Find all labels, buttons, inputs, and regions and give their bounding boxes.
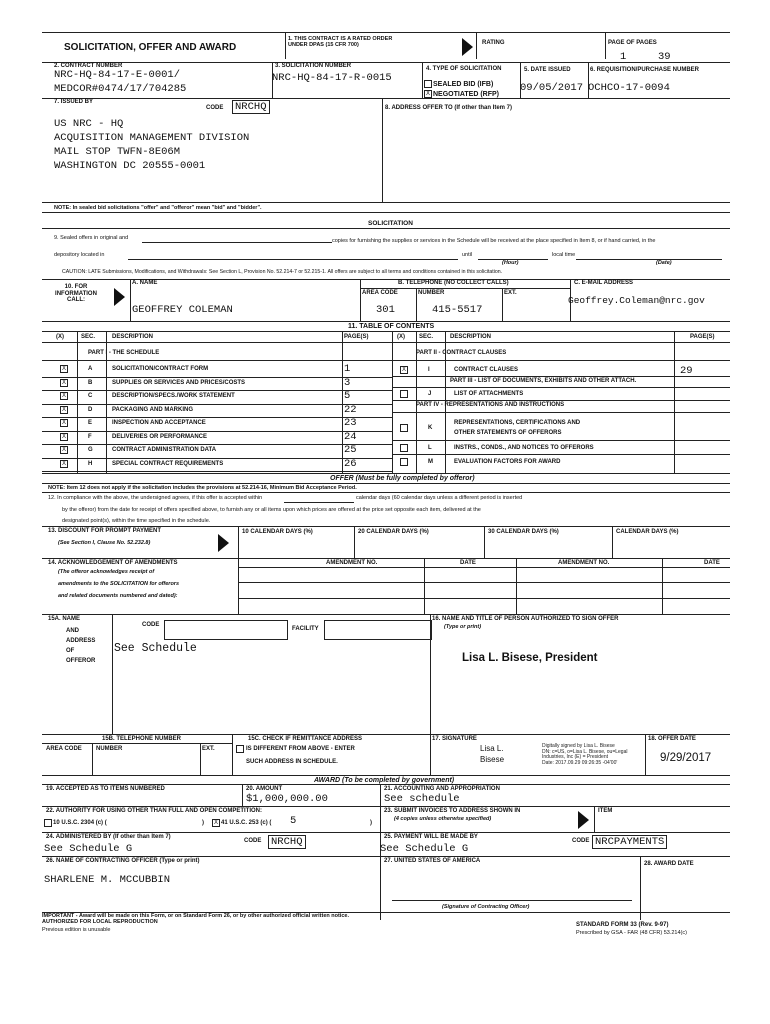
toc-page-h: 26 bbox=[344, 457, 357, 470]
footer-form-number: STANDARD FORM 33 (Rev. 9-97) bbox=[576, 922, 669, 928]
toc-page-b: 3 bbox=[344, 376, 351, 389]
address-label: ADDRESS bbox=[66, 638, 96, 644]
negotiated-checkbox[interactable]: X bbox=[425, 91, 430, 97]
toc-checkbox-e[interactable]: X bbox=[61, 420, 66, 426]
issued-by-line4: WASHINGTON DC 20555-0001 bbox=[54, 160, 206, 172]
payment-code-label: CODE bbox=[572, 838, 590, 844]
part3-label: PART III - LIST OF DOCUMENTS, EXHIBITS AND OTHER ATTACH. bbox=[450, 378, 637, 384]
remittance-label: 15C. CHECK IF REMITTANCE ADDRESS bbox=[248, 736, 363, 742]
item12-line3: by the offeror) from the date for receipt of offers specified above, to furnish any or all items upon which prices are offered at the price set opposite each item, delivered at the bbox=[62, 507, 481, 513]
toc-sec-f: F bbox=[88, 433, 92, 440]
amendments-label: 14. ACKNOWLEDGEMENT OF AMENDMENTS bbox=[48, 560, 178, 566]
usc-253-checkbox[interactable]: X bbox=[213, 820, 218, 826]
toc-checkbox-m[interactable] bbox=[400, 458, 408, 466]
contract-number-line1: NRC-HQ-84-17-E-0001/ bbox=[54, 69, 181, 81]
digital-signature: Digitally signed by Lisa L. Bisese DN: c=US, o=Lisa L. Bisese, ou=Legal Industries, Inc (E) = President Date: 2017.09.29 09:26:35 -04'00' bbox=[542, 743, 628, 766]
facility-box[interactable] bbox=[324, 620, 432, 640]
part2-label: PART II - CONTRACT CLAUSES bbox=[416, 350, 507, 356]
facility-label: FACILITY bbox=[292, 626, 319, 632]
toc-sec-c: C bbox=[88, 393, 93, 399]
contracting-officer-signature-label: (Signature of Contracting Officer) bbox=[442, 904, 530, 910]
accounting-label: 21. ACCOUNTING AND APPROPRIATION bbox=[384, 786, 500, 792]
offer-heading: OFFER (Must be fully completed by offeror) bbox=[330, 475, 475, 482]
toc-row-divider bbox=[42, 390, 392, 391]
form-title: SOLICITATION, OFFER AND AWARD bbox=[64, 42, 237, 53]
contracting-officer-name: SHARLENE M. MCCUBBIN bbox=[44, 874, 171, 886]
toc-page-d: 22 bbox=[344, 403, 357, 416]
toc-desc-f: DELIVERIES OR PERFORMANCE bbox=[112, 433, 208, 440]
administered-code: NRCHQ bbox=[268, 835, 306, 849]
toc-checkbox-a[interactable]: X bbox=[61, 366, 66, 372]
toc-page-i: 29 bbox=[680, 365, 693, 377]
usa-label: 27. UNITED STATES OF AMERICA bbox=[384, 858, 481, 864]
solicitation-number-label: 3. SOLICITATION NUMBER bbox=[275, 63, 352, 69]
toc-pages-header-right: PAGE(S) bbox=[690, 334, 715, 340]
item9-line1a: 9. Sealed offers in original and bbox=[54, 235, 129, 241]
sealed-bid-label: SEALED BID (IFB) bbox=[433, 81, 494, 88]
payment-code: NRCPAYMENTS bbox=[592, 835, 667, 849]
toc-checkbox-i[interactable]: X bbox=[401, 367, 406, 373]
of-label: OF bbox=[66, 648, 75, 654]
item9-line1b: copies for furnishing the supplies or services in the Schedule will be received at the place specified in Item 8, or if hand carried, in the bbox=[332, 238, 656, 244]
footer-previous: Previous edition is unusable bbox=[42, 927, 111, 933]
address-offer-label: 8. ADDRESS OFFER TO (If other than Item 7) bbox=[385, 105, 513, 111]
toc-row-divider bbox=[42, 404, 392, 405]
contract-number-line2: MEDCOR#0474/17/704285 bbox=[54, 83, 187, 95]
offer-date-label: 18. OFFER DATE bbox=[648, 736, 696, 742]
item12-line2: calendar days (60 calendar days unless a different period is inserted bbox=[356, 495, 523, 501]
usc-2304-checkbox[interactable] bbox=[44, 819, 52, 827]
offeror-area-code-label: AREA CODE bbox=[46, 746, 82, 752]
invoices-label: 23. SUBMIT INVOICES TO ADDRESS SHOWN IN bbox=[384, 808, 521, 814]
toc-page-c: 5 bbox=[344, 390, 351, 402]
toc-sec-l: L bbox=[428, 445, 432, 451]
authorized-signer-label: 16. NAME AND TITLE OF PERSON AUTHORIZED TO SIGN OFFER bbox=[432, 616, 619, 622]
contact-email[interactable]: Geoffrey.Coleman@nrc.gov bbox=[568, 295, 705, 306]
remittance-label-2: IS DIFFERENT FROM ABOVE - ENTER bbox=[246, 746, 355, 752]
issued-by-code: NRCHQ bbox=[232, 100, 270, 114]
item12-line1: 12. In compliance with the above, the undersigned agrees, if this offer is accepted within bbox=[48, 495, 263, 501]
discount-10-label: 10 CALENDAR DAYS (%) bbox=[242, 529, 313, 535]
usc-253-close: ) bbox=[370, 820, 372, 826]
payment-value: See Schedule G bbox=[380, 843, 469, 855]
toc-desc-d: PACKAGING AND MARKING bbox=[112, 406, 193, 413]
toc-page-a: 1 bbox=[344, 363, 351, 375]
toc-page-f: 24 bbox=[344, 430, 357, 443]
toc-desc-c: DESCRIPTION/SPECS./WORK STATEMENT bbox=[112, 393, 235, 399]
toc-checkbox-g[interactable]: X bbox=[61, 447, 66, 453]
date-issued-label: 5. DATE ISSUED bbox=[524, 67, 571, 73]
toc-desc-k1: REPRESENTATIONS, CERTIFICATIONS AND bbox=[454, 420, 581, 426]
area-code-label: AREA CODE bbox=[362, 290, 398, 296]
invoices-sub: (4 copies unless otherwise specified) bbox=[394, 816, 492, 822]
signature-name-1: Lisa L. bbox=[480, 744, 504, 753]
administered-by-label: 24. ADMINISTERED BY (If other than Item 7) bbox=[46, 834, 171, 840]
toc-sec-header: SEC. bbox=[81, 334, 96, 340]
issued-by-label: 7. ISSUED BY bbox=[54, 99, 94, 105]
item12-note: NOTE: Item 12 does not apply if the solicitation includes the provisions at 52.214-16, Minimum Bid Acceptance Period. bbox=[48, 485, 357, 491]
accepted-items-label: 19. ACCEPTED AS TO ITEMS NUMBERED bbox=[46, 786, 165, 792]
toc-checkbox-h[interactable]: X bbox=[61, 460, 66, 467]
toc-desc-header-right: DESCRIPTION bbox=[450, 334, 492, 340]
usc-2304-close: ) bbox=[202, 820, 204, 826]
offeror-address: See Schedule bbox=[114, 642, 197, 655]
item12-line4: designated point(s), within the time specified in the schedule. bbox=[62, 518, 211, 524]
toc-desc-b: SUPPLIES OR SERVICES AND PRICES/COSTS bbox=[112, 379, 246, 386]
toc-sec-e: E bbox=[88, 420, 93, 426]
caution-text: CAUTION: LATE Submissions, Modifications, and Withdrawals: See Section L, Provision No. 52.214-7 or 52.215-1. All offers are subject to all terms and conditions contained in this solicitation. bbox=[62, 269, 503, 275]
toc-checkbox-l[interactable] bbox=[400, 444, 408, 452]
remittance-label-3: SUCH ADDRESS IN SCHEDULE. bbox=[246, 759, 338, 765]
discount-cal-label: CALENDAR DAYS (%) bbox=[616, 529, 679, 535]
page-number: 1 bbox=[620, 51, 627, 63]
amendments-sub1: (The offeror acknowledges receipt of bbox=[58, 569, 155, 575]
issued-by-line1: US NRC - HQ bbox=[54, 118, 124, 130]
issued-by-code-label: CODE bbox=[206, 105, 224, 111]
toc-checkbox-k[interactable] bbox=[400, 424, 408, 432]
solicitation-heading: SOLICITATION bbox=[368, 220, 413, 227]
authority-label: 22. AUTHORITY FOR USING OTHER THAN FULL AND OPEN COMPETITION: bbox=[46, 808, 263, 814]
toc-checkbox-f[interactable]: X bbox=[61, 433, 66, 440]
discount-label: 13. DISCOUNT FOR PROMPT PAYMENT bbox=[48, 528, 162, 534]
toc-page-g: 25 bbox=[344, 444, 357, 456]
rating-label: RATING bbox=[482, 40, 505, 46]
accounting-value: See schedule bbox=[384, 793, 460, 805]
toc-x-header-right: (X) bbox=[397, 334, 405, 340]
total-pages: 39 bbox=[658, 51, 671, 63]
toc-sec-m: M bbox=[428, 459, 433, 465]
footer-authorized: AUTHORIZED FOR LOCAL REPRODUCTION bbox=[42, 919, 158, 925]
arrow-icon bbox=[462, 38, 473, 56]
toc-row-divider bbox=[42, 471, 392, 472]
solicitation-number: NRC-HQ-84-17-R-0015 bbox=[272, 72, 392, 84]
amount-label: 20. AMOUNT bbox=[246, 786, 283, 792]
toc-desc-e: INSPECTION AND ACCEPTANCE bbox=[112, 420, 206, 426]
ext-label: EXT. bbox=[504, 290, 517, 296]
arrow-icon bbox=[218, 534, 229, 552]
signature-name-2: Bisese bbox=[480, 755, 505, 764]
amendment-date-label-2: DATE bbox=[704, 560, 720, 566]
toc-desc-j: LIST OF ATTACHMENTS bbox=[454, 391, 524, 397]
offeror-label: OFFEROR bbox=[66, 658, 96, 664]
negotiated-label: NEGOTIATED (RFP) bbox=[433, 91, 499, 98]
discount-sub: (See Section I, Clause No. 52.232.8) bbox=[58, 540, 151, 546]
toc-sec-h: H bbox=[88, 460, 93, 467]
name-address-label: 15A. NAME bbox=[48, 616, 81, 622]
arrow-icon bbox=[114, 288, 125, 306]
toc-row-divider bbox=[42, 431, 392, 432]
toc-sec-a: A bbox=[88, 366, 93, 372]
name-label: A. NAME bbox=[132, 280, 158, 286]
toc-desc-header: DESCRIPTION bbox=[112, 334, 154, 340]
award-heading: AWARD (To be completed by government) bbox=[314, 777, 455, 784]
toc-x-header: (X) bbox=[56, 334, 64, 340]
authorized-signer-name: Lisa L. Bisese, President bbox=[462, 652, 598, 664]
amendment-no-label-2: AMENDMENT NO. bbox=[558, 560, 610, 566]
authorized-signer-sub: (Type or print) bbox=[444, 624, 482, 630]
toc-sec-j: J bbox=[428, 391, 432, 397]
offeror-telephone-label: 15B. TELEPHONE NUMBER bbox=[102, 736, 182, 742]
toc-desc-i: CONTRACT CLAUSES bbox=[454, 367, 518, 373]
part1-label: PART I - THE SCHEDULE bbox=[88, 350, 160, 356]
sealed-bid-note: NOTE: In sealed bid solicitations "offer" and "offeror" mean "bid" and "bidder". bbox=[54, 205, 262, 211]
toc-desc-k2: OTHER STATEMENTS OF OFFERORS bbox=[454, 430, 562, 436]
date-label: (Date) bbox=[656, 260, 672, 266]
hour-label: (Hour) bbox=[502, 260, 519, 266]
toc-sec-g: G bbox=[88, 447, 93, 453]
amendment-no-label: AMENDMENT NO. bbox=[326, 560, 378, 566]
info-call-label: 10. FOR INFORMATION CALL: bbox=[55, 284, 97, 304]
toc-sec-header-right: SEC. bbox=[419, 334, 434, 340]
toc-desc-g: CONTRACT ADMINISTRATION DATA bbox=[112, 447, 217, 453]
toc-checkbox-j[interactable] bbox=[400, 390, 408, 398]
toc-sec-i: I bbox=[428, 367, 430, 373]
part4-label: PART IV - REPRESENTATIONS AND INSTRUCTIONS bbox=[416, 402, 565, 408]
award-date-label: 28. AWARD DATE bbox=[644, 861, 694, 867]
until-label: until bbox=[462, 252, 473, 258]
arrow-icon bbox=[578, 811, 589, 829]
offer-date: 9/29/2017 bbox=[660, 752, 712, 764]
toc-checkbox-d[interactable]: X bbox=[61, 406, 66, 413]
requisition-number: OCHCO-17-0094 bbox=[588, 82, 670, 94]
invoices-item-label: ITEM bbox=[598, 808, 613, 814]
toc-checkbox-b[interactable]: X bbox=[61, 379, 66, 386]
toc-row-divider bbox=[42, 444, 392, 445]
offeror-code-box[interactable] bbox=[164, 620, 288, 640]
toc-checkbox-c[interactable]: X bbox=[61, 393, 66, 399]
usc-253-label: 41 U.S.C. 253 (c) ( bbox=[221, 820, 272, 826]
award-amount: $1,000,000.00 bbox=[246, 793, 328, 805]
toc-sec-d: D bbox=[88, 406, 93, 413]
contracting-officer-label: 26. NAME OF CONTRACTING OFFICER (Type or print) bbox=[46, 858, 200, 864]
page-of-pages-label: PAGE OF PAGES bbox=[608, 40, 657, 46]
toc-row-divider bbox=[42, 458, 392, 459]
requisition-number-label: 6. REQUISITION/PURCHASE NUMBER bbox=[590, 67, 700, 73]
usc-253-value: 5 bbox=[290, 815, 297, 827]
item9-line2a: depository located in bbox=[54, 252, 105, 258]
toc-row-divider bbox=[42, 377, 392, 378]
solicitation-type-label: 4. TYPE OF SOLICITATION bbox=[426, 66, 502, 72]
amendments-sub2: amendments to the SOLICITATION for offerors bbox=[58, 581, 180, 587]
toc-desc-h: SPECIAL CONTRACT REQUIREMENTS bbox=[112, 460, 224, 467]
email-label: C. E-MAIL ADDRESS bbox=[574, 280, 634, 286]
toc-sec-b: B bbox=[88, 379, 93, 386]
issued-by-line3: MAIL STOP TWFN-8E06M bbox=[54, 146, 181, 158]
contact-name: GEOFFREY COLEMAN bbox=[132, 304, 233, 316]
issued-by-line2: ACQUISITION MANAGEMENT DIVISION bbox=[54, 132, 250, 144]
phone-number: 415-5517 bbox=[432, 304, 483, 316]
amendments-sub3: and related documents numbered and dated): bbox=[58, 593, 178, 599]
discount-30-label: 30 CALENDAR DAYS (%) bbox=[488, 529, 559, 535]
offeror-number-label: NUMBER bbox=[96, 746, 123, 752]
administered-by-value: See Schedule G bbox=[44, 843, 133, 855]
and-label: AND bbox=[66, 628, 79, 634]
number-label: NUMBER bbox=[418, 290, 445, 296]
local-time-label: local time bbox=[552, 252, 576, 258]
offeror-code-label: CODE bbox=[142, 622, 160, 628]
toc-page-e: 23 bbox=[344, 417, 357, 429]
contract-number-label: 2. CONTRACT NUMBER bbox=[54, 63, 123, 69]
toc-pages-header: PAGE(S) bbox=[344, 334, 369, 340]
offeror-ext-label: EXT. bbox=[202, 746, 215, 752]
remittance-checkbox[interactable] bbox=[236, 745, 244, 753]
toc-sec-k: K bbox=[428, 425, 433, 431]
payment-label: 25. PAYMENT WILL BE MADE BY bbox=[384, 834, 478, 840]
telephone-label: B. TELEPHONE (NO COLLECT CALLS) bbox=[398, 280, 509, 286]
sealed-bid-checkbox[interactable] bbox=[424, 80, 432, 88]
footer-prescribed: Prescribed by GSA - FAR (48 CFR) 53.214(c) bbox=[576, 930, 687, 936]
area-code: 301 bbox=[376, 304, 395, 316]
signature-label: 17. SIGNATURE bbox=[432, 736, 477, 742]
discount-20-label: 20 CALENDAR DAYS (%) bbox=[358, 529, 429, 535]
toc-desc-a: SOLICITATION/CONTRACT FORM bbox=[112, 366, 209, 372]
toc-desc-m: EVALUATION FACTORS FOR AWARD bbox=[454, 459, 561, 465]
administered-code-label: CODE bbox=[244, 838, 262, 844]
amendment-date-label: DATE bbox=[460, 560, 476, 566]
toc-desc-l: INSTRS., CONDS., AND NOTICES TO OFFERORS bbox=[454, 445, 594, 451]
sf33-form bbox=[42, 32, 730, 936]
usc-2304-label: 10 U.S.C. 2304 (c) ( bbox=[53, 820, 107, 826]
toc-title: 11. TABLE OF CONTENTS bbox=[348, 323, 435, 330]
toc-row-divider bbox=[42, 417, 392, 418]
rated-order-label: 1. THIS CONTRACT IS A RATED ORDER UNDER DPAS (15 CFR 700) bbox=[288, 36, 393, 49]
footer-important: IMPORTANT - Award will be made on this Form, or on Standard Form 26, or by other authorized official written notice. bbox=[42, 913, 350, 919]
date-issued: 09/05/2017 bbox=[520, 82, 584, 94]
